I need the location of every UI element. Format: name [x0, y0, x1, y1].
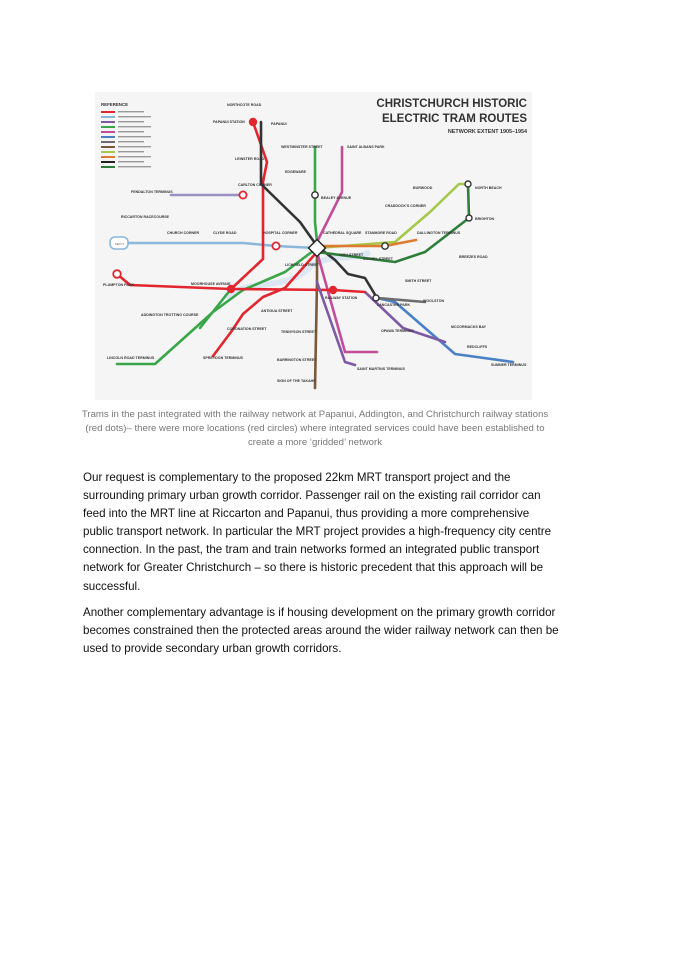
plumpton-circle [113, 270, 121, 278]
paragraph-2: Another complementary advantage is if housing development on the primary growth corridor becomes constrained then the protected areas around the wider railway network can then be used to provide secondary urban growth corridors. [83, 605, 559, 655]
label-tennyson: TENNYSON STREET [281, 330, 317, 334]
label-addington: ADDINGTON TROTTING COURSE [141, 313, 199, 317]
railway-station-dot [329, 286, 337, 294]
label-cashel: CASHEL STREET [363, 257, 393, 261]
legend-text-line [118, 161, 144, 162]
figure-caption: Trams in the past integrated with the railway network at Papanui, Addington, and Christchurch railway stations (red dots)– there were more locations (red circles) where integrated services could have been established to create a more ‘gridded’ network [81, 409, 549, 448]
line-saint-albans-pink [317, 147, 342, 242]
label-saint-albans: SAINT ALBANS PARK [347, 145, 385, 149]
label-lancaster: LANCASTER PARK [377, 303, 411, 307]
label-bealey: BEALEY AVENUE [321, 196, 352, 200]
label-papanui-station: PAPANUI STATION [213, 120, 245, 124]
label-dallington: DALLINGTON TERMINUS [417, 231, 461, 235]
line-opawa-pink [317, 252, 377, 352]
body-text [83, 469, 561, 666]
label-papanui: PAPANUI [271, 122, 287, 126]
label-railway: RAILWAY STATION [325, 296, 358, 300]
label-brighton: BRIGHTON [475, 217, 495, 221]
map-title-line2: ELECTRIC TRAM ROUTES [381, 113, 527, 125]
carlton-circle [239, 191, 246, 198]
label-clyde: CLYDE ROAD [213, 231, 237, 235]
label-westminster: WESTMINSTER STREET [281, 145, 323, 149]
label-cathedral: CATHEDRAL SQUARE [323, 231, 362, 235]
label-moorhouse: MOORHOUSE AVENUE [191, 282, 231, 286]
label-edgeware: EDGEWARE [285, 170, 306, 174]
label-barrington: BARRINGTON STREET [277, 358, 317, 362]
label-fendalton: FENDALTON TERMINUS [131, 190, 173, 194]
legend-text-line [118, 126, 151, 127]
label-woolston: WOOLSTON [423, 299, 445, 303]
label-hospital: HOSPITAL CORNER [263, 231, 298, 235]
line-railway-red [231, 289, 365, 292]
label-high: HIGH STREET [339, 253, 364, 257]
lancaster-node [373, 295, 379, 301]
line-north-beach-lime [317, 184, 468, 248]
line-spreydon-red [213, 252, 317, 356]
label-redcliffs: REDCLIFFS [467, 345, 488, 349]
label-leinster: LEINSTER ROAD [235, 157, 265, 161]
north-beach-node [465, 181, 471, 187]
line-addington-green [200, 289, 231, 328]
label-cradocks: CRADDOCK'S CORNER [385, 204, 426, 208]
label-plumpton: PLUMPTON PARK [103, 283, 135, 287]
label-breezes: BREEZES ROAD [459, 255, 488, 259]
legend-text-line [118, 166, 151, 167]
label-mccormacks: MCCORMACKS BAY [451, 325, 487, 329]
legend-text-line [118, 121, 144, 122]
legend-text-line [118, 156, 151, 157]
label-depot: DEPOT [115, 243, 124, 246]
legend-text-line [118, 141, 144, 142]
label-antigua: ANTIGUA STREET [261, 309, 293, 313]
label-lincoln: LINCOLN ROAD TERMINUS [107, 356, 155, 360]
label-north-beach: NORTH BEACH [475, 186, 502, 190]
reference-title: REFERENCE [101, 102, 129, 107]
label-spreydon: SPREYDON TERMINUS [203, 356, 243, 360]
label-smith: SMITH STREET [405, 279, 432, 283]
tram-map-figure [95, 92, 532, 400]
legend-swatches [101, 111, 151, 167]
papanui-station-dot [249, 118, 257, 126]
tram-map [95, 92, 532, 400]
label-riccarton: RICCARTON RACECOURSE [121, 215, 170, 219]
legend-text-line [118, 151, 144, 152]
label-carlton: CARLTON CORNER [238, 183, 272, 187]
label-church: CHURCH CORNER [167, 231, 200, 235]
label-saint-martins: SAINT MARTINS TERMINUS [357, 367, 405, 371]
legend-text-line [118, 111, 144, 112]
label-sign-of-takahe: SIGN OF THE TAKAHE [277, 379, 316, 383]
stanmore-node [382, 243, 388, 249]
label-coronation: CORONATION STREET [227, 327, 267, 331]
map-title-line1: CHRISTCHURCH HISTORIC [376, 98, 527, 110]
label-burwood: BURWOOD [413, 186, 433, 190]
paragraph-1: Our request is complementary to the proposed 22km MRT transport project and the surrounding primary urban growth corridor. Passenger rail on the existing rail corridor can feed into the MRT line at Riccarton and Papanui, thus providing a more comprehensive public transport network. In particular the MRT project provides a high-frequency city centre connection. In the past, the tram and train networks formed an integrated public transport network for Greater Christchurch – so there is historic precedent that this approach will be successful. [83, 471, 552, 593]
hospital-circle [272, 242, 279, 249]
line-riccarton-blue [119, 243, 315, 248]
label-opawa: OPAWA TERMINUS [381, 329, 414, 333]
label-sumner: SUMNER TERMINUS [491, 363, 527, 367]
brighton-node [466, 215, 472, 221]
legend-text-line [118, 146, 151, 147]
legend-text-line [118, 131, 144, 132]
label-lichfield: LICHFIELD STREET [285, 263, 319, 267]
bealey-node [312, 192, 318, 198]
label-northcote: NORTHCOTE ROAD [227, 103, 262, 107]
legend-text-line [118, 116, 151, 117]
line-central-lichfield [315, 252, 317, 388]
legend-text-line [118, 136, 151, 137]
label-stanmore: STANMORE ROAD [365, 231, 397, 235]
map-subtitle: NETWORK EXTENT 1905–1954 [447, 129, 527, 135]
addington-station-dot [227, 285, 235, 293]
